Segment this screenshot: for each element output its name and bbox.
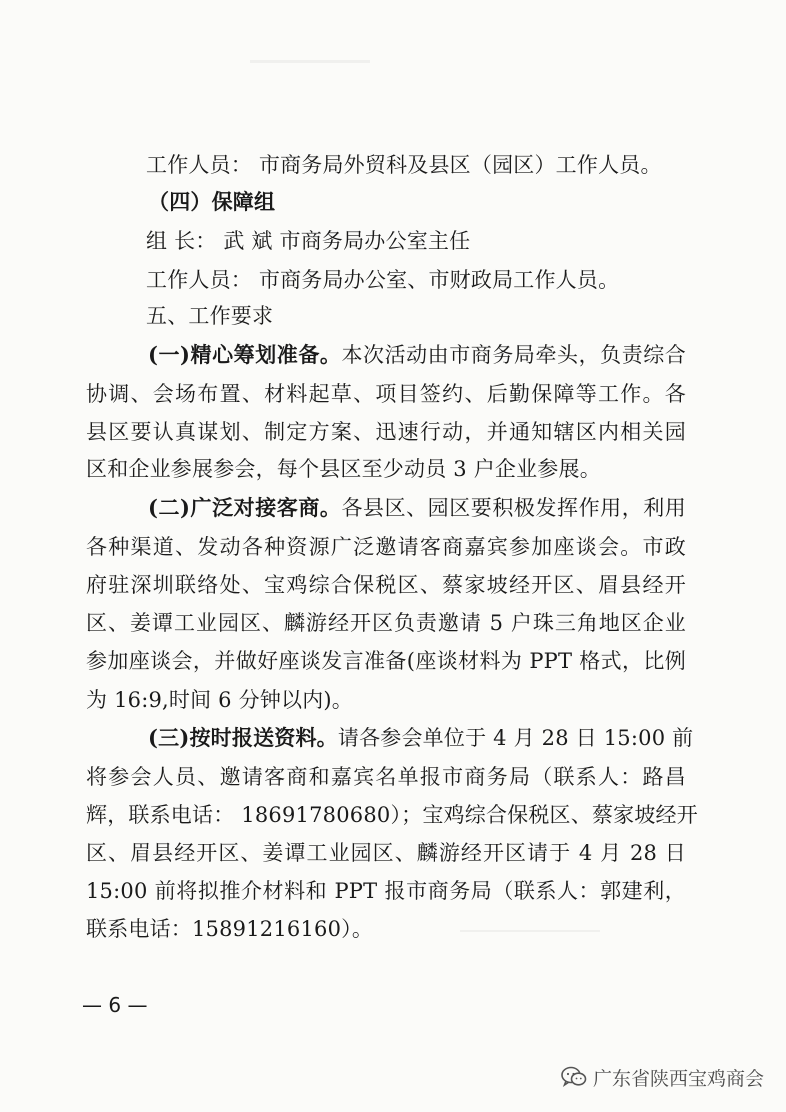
line-text: 区、姜谭工业园区、麟游经开区负责邀请 5 户珠三角地区企业 (86, 611, 686, 635)
text-line-3 (0, 221, 786, 261)
line-text: 工作人员： 市商务局办公室、市财政局工作人员。 (146, 268, 620, 292)
text-line-17 (86, 757, 686, 797)
page-number: — 6 — (82, 993, 148, 1017)
line-text: 为 16:9,时间 6 分钟以内)。 (86, 688, 354, 712)
line-text: 县区要认真谋划、制定方案、迅速行动，并通知辖区内相关园 (86, 420, 686, 444)
text-line-10 (148, 488, 686, 528)
text-line-16 (148, 718, 694, 758)
text-line-11 (86, 527, 686, 567)
wechat-icon (561, 1066, 587, 1088)
line-text: 各种渠道、发动各种资源广泛邀请客商嘉宾参加座谈会。市政 (86, 535, 686, 559)
text-line-14 (86, 641, 686, 681)
line-text: 参加座谈会，并做好座谈发言准备(座谈材料为 PPT 格式，比例 (86, 649, 686, 673)
text-line-18 (86, 795, 698, 835)
line-text: 各县区、园区要积极发挥作用，利用 (341, 496, 687, 520)
line-text: 工作人员： 市商务局外贸科及县区（园区）工作人员。 (146, 153, 662, 177)
line-text: 请各参会单位于 4 月 28 日 15:00 前 (337, 726, 694, 750)
text-line-5 (0, 296, 786, 336)
text-line-19 (86, 833, 686, 873)
text-line-13 (86, 603, 686, 643)
line-text: 联系电话：15891216160）。 (86, 917, 374, 941)
bold-lead: (一)精心筹划准备。 (148, 342, 342, 367)
text-line-7 (86, 374, 686, 414)
text-line-12 (86, 565, 686, 605)
line-text: 区、眉县经开区、姜谭工业园区、麟游经开区请于 4 月 28 日 (86, 841, 686, 865)
line-text: 协调、会场布置、材料起草、项目签约、后勤保障等工作。各 (86, 382, 686, 406)
text-line-15 (86, 680, 686, 720)
line-text: 15:00 前将拟推介材料和 PPT 报市商务局（联系人：郭建利， (86, 879, 686, 903)
bleed-mark (250, 60, 370, 63)
text-line-1 (0, 145, 786, 185)
wechat-watermark (561, 1062, 764, 1092)
section-heading: （四）保障组 (148, 189, 276, 214)
line-text: 组 长： 武 斌 市商务局办公室主任 (146, 229, 471, 253)
bold-lead: (二)广泛对接客商。 (148, 495, 342, 520)
line-text: 辉，联系电话： 18691780680）；宝鸡综合保税区、蔡家坡经开 (86, 803, 698, 827)
text-line-9 (86, 449, 686, 489)
bold-lead: (三)按时报送资料。 (148, 725, 338, 750)
line-text: 区和企业参展参会，每个县区至少动员 3 户企业参展。 (86, 457, 601, 481)
text-line-6 (148, 335, 686, 375)
watermark-text: 广东省陕西宝鸡商会 (592, 1067, 764, 1090)
text-line-8 (86, 412, 686, 452)
section-title: 五、工作要求 (146, 304, 274, 328)
text-line-2 (0, 182, 786, 222)
line-text: 府驻深圳联络处、宝鸡综合保税区、蔡家坡经开区、眉县经开 (86, 573, 686, 597)
text-line-21 (86, 909, 686, 949)
text-line-4 (0, 260, 786, 300)
line-text: 本次活动由市商务局牵头，负责综合 (341, 343, 687, 367)
text-line-20 (86, 871, 686, 911)
line-text: 将参会人员、邀请客商和嘉宾名单报市商务局（联系人：路昌 (86, 765, 686, 789)
